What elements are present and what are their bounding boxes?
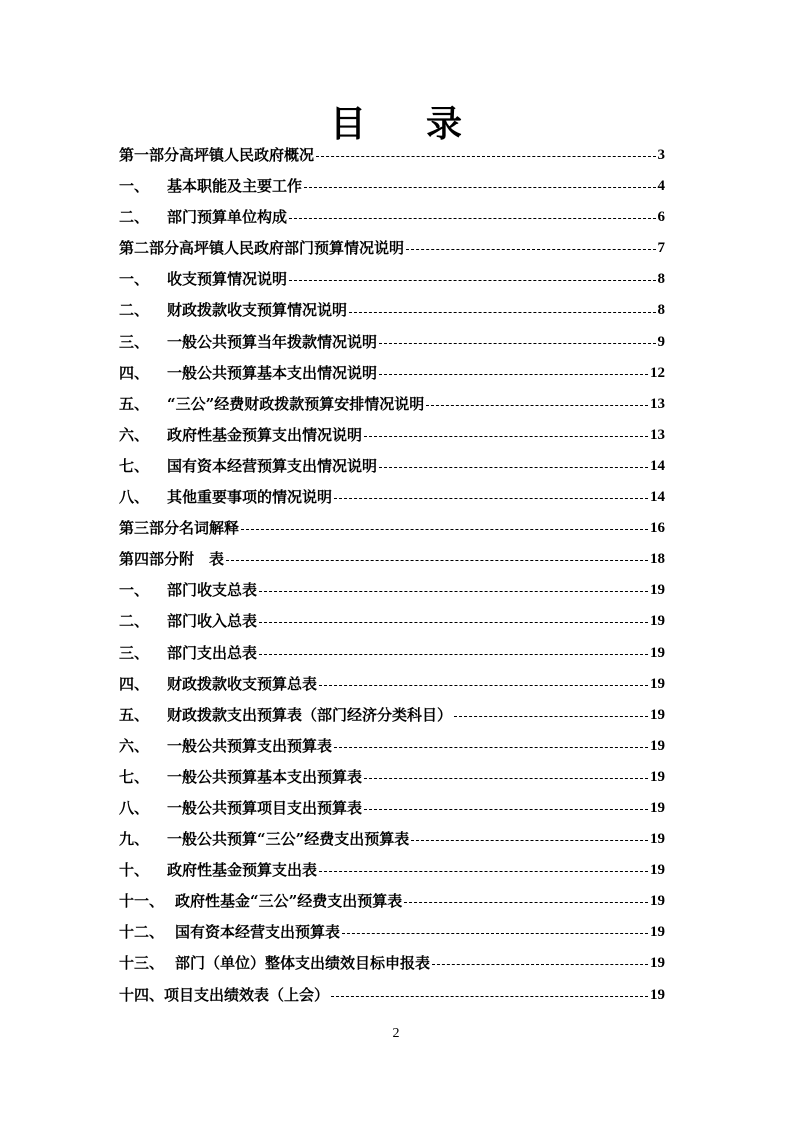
toc-entry-page: 19 bbox=[650, 644, 665, 661]
toc-entry[interactable] bbox=[119, 358, 665, 389]
toc-entry-label: 项目支出绩效表（上会） bbox=[164, 985, 330, 1004]
toc-entry-number: 五、 bbox=[119, 394, 150, 413]
toc-entry-number: 八、 bbox=[119, 798, 150, 817]
toc-entry-page: 7 bbox=[657, 240, 665, 257]
toc-entry-label: 政府性基金预算支出表 bbox=[167, 861, 318, 880]
toc-entry[interactable] bbox=[119, 980, 665, 1011]
toc-entry-label: 国有资本经营支出预算表 bbox=[175, 923, 341, 942]
toc-dash-leader bbox=[404, 902, 648, 903]
toc-entry[interactable] bbox=[119, 669, 665, 700]
toc-entry[interactable] bbox=[119, 793, 665, 824]
toc-entry-number: 十二、 bbox=[119, 923, 165, 942]
toc-entry[interactable] bbox=[119, 948, 665, 979]
toc-entry-number: 三、 bbox=[119, 332, 150, 351]
toc-dash-leader bbox=[259, 591, 648, 592]
toc-entry-number: 七、 bbox=[119, 767, 150, 786]
toc-entry[interactable] bbox=[119, 171, 665, 202]
toc-entry-label: 部门收入总表 bbox=[167, 612, 258, 631]
toc-entry-label: 财政拨款收支预算情况说明 bbox=[167, 301, 348, 320]
toc-entry-number: 一、 bbox=[119, 581, 150, 600]
toc-entry-number: 四、 bbox=[119, 674, 150, 693]
toc-entry-page: 19 bbox=[650, 675, 665, 692]
toc-entry[interactable] bbox=[119, 295, 665, 326]
toc-dash-leader bbox=[331, 996, 648, 997]
toc-entry-number: 九、 bbox=[119, 830, 150, 849]
toc-entry-page: 13 bbox=[650, 426, 665, 443]
toc-dash-leader bbox=[316, 156, 655, 157]
toc-dash-leader bbox=[304, 187, 655, 188]
toc-dash-leader bbox=[432, 964, 648, 965]
toc-dash-leader bbox=[406, 249, 655, 250]
toc-entry-page: 19 bbox=[650, 924, 665, 941]
toc-entry-label: 其他重要事项的情况说明 bbox=[167, 488, 333, 507]
toc-entry-label: 基本职能及主要工作 bbox=[167, 177, 303, 196]
table-of-contents bbox=[119, 140, 665, 1011]
toc-entry-page: 9 bbox=[657, 333, 665, 350]
toc-entry-label: 第一部分高坪镇人民政府概况 bbox=[119, 146, 315, 164]
toc-dash-leader bbox=[411, 840, 648, 841]
toc-entry[interactable] bbox=[119, 420, 665, 451]
toc-entry[interactable] bbox=[119, 638, 665, 669]
toc-entry[interactable] bbox=[119, 327, 665, 358]
toc-entry-number: 一、 bbox=[119, 270, 150, 289]
toc-dash-leader bbox=[319, 685, 648, 686]
toc-entry-label: 政府性基金“三公”经费支出预算表 bbox=[175, 892, 403, 911]
toc-entry-label: 第二部分高坪镇人民政府部门预算情况说明 bbox=[119, 239, 405, 258]
toc-entry-label: 政府性基金预算支出情况说明 bbox=[167, 425, 363, 444]
toc-entry-number: 二、 bbox=[119, 612, 150, 631]
toc-entry-label: 收支预算情况说明 bbox=[167, 270, 288, 289]
toc-entry-label: 财政拨款收支预算总表 bbox=[167, 674, 318, 693]
toc-entry-page: 19 bbox=[650, 986, 665, 1003]
toc-entry[interactable] bbox=[119, 233, 665, 264]
toc-entry-page: 3 bbox=[657, 147, 665, 163]
title-char-2: 录 bbox=[426, 103, 463, 145]
toc-entry[interactable] bbox=[119, 855, 665, 886]
toc-entry-number: 七、 bbox=[119, 456, 150, 475]
toc-entry[interactable] bbox=[119, 513, 665, 544]
toc-dash-leader bbox=[379, 374, 648, 375]
toc-entry-page: 14 bbox=[650, 457, 665, 474]
toc-dash-leader bbox=[379, 343, 655, 344]
toc-entry-number: 三、 bbox=[119, 643, 150, 662]
toc-entry-label: 一般公共预算基本支出情况说明 bbox=[167, 363, 378, 382]
toc-entry[interactable] bbox=[119, 575, 665, 606]
toc-dash-leader bbox=[364, 809, 648, 810]
toc-dash-leader bbox=[259, 654, 648, 655]
page-number: 2 bbox=[392, 1026, 400, 1041]
toc-entry-page: 16 bbox=[650, 520, 665, 537]
toc-entry-page: 8 bbox=[657, 271, 665, 288]
toc-entry[interactable] bbox=[119, 140, 665, 171]
toc-entry-number: 二、 bbox=[119, 301, 150, 320]
toc-entry-page: 14 bbox=[650, 489, 665, 506]
toc-dash-leader bbox=[454, 716, 648, 717]
toc-dash-leader bbox=[379, 467, 648, 468]
toc-dash-leader bbox=[241, 529, 648, 530]
toc-entry-label: “三公”经费财政拨款预算安排情况说明 bbox=[167, 394, 425, 413]
toc-entry-number: 十、 bbox=[119, 861, 150, 880]
toc-entry[interactable] bbox=[119, 824, 665, 855]
toc-entry-number: 八、 bbox=[119, 488, 150, 507]
toc-entry[interactable] bbox=[119, 451, 665, 482]
toc-entry-label: 财政拨款支出预算表（部门经济分类科目） bbox=[167, 705, 453, 724]
toc-dash-leader bbox=[342, 933, 648, 934]
toc-entry-number: 一、 bbox=[119, 177, 150, 196]
toc-entry-page: 19 bbox=[650, 862, 665, 879]
toc-entry-number: 六、 bbox=[119, 736, 150, 755]
toc-entry-page: 6 bbox=[657, 209, 665, 226]
toc-entry[interactable] bbox=[119, 389, 665, 420]
toc-entry-page: 19 bbox=[650, 799, 665, 816]
toc-entry-number: 二、 bbox=[119, 208, 150, 227]
toc-entry[interactable] bbox=[119, 917, 665, 948]
toc-entry-page: 19 bbox=[650, 955, 665, 972]
toc-dash-leader bbox=[334, 747, 648, 748]
toc-entry-page: 19 bbox=[650, 706, 665, 723]
toc-entry-page: 19 bbox=[650, 737, 665, 754]
toc-entry-label: 部门收支总表 bbox=[167, 581, 258, 600]
toc-entry[interactable] bbox=[119, 762, 665, 793]
toc-entry-page: 8 bbox=[657, 302, 665, 319]
toc-entry-label: 一般公共预算当年拨款情况说明 bbox=[167, 332, 378, 351]
toc-dash-leader bbox=[349, 312, 655, 313]
toc-entry[interactable] bbox=[119, 700, 665, 731]
toc-entry-label: 第三部分名词解释 bbox=[119, 519, 240, 538]
toc-entry-label: 一般公共预算支出预算表 bbox=[167, 736, 333, 755]
toc-entry-page: 19 bbox=[650, 893, 665, 910]
toc-dash-leader bbox=[426, 405, 648, 406]
toc-dash-leader bbox=[289, 280, 655, 281]
toc-entry[interactable] bbox=[119, 886, 665, 917]
toc-entry-page: 12 bbox=[650, 364, 665, 381]
toc-dash-leader bbox=[259, 622, 648, 623]
toc-entry-page: 13 bbox=[650, 395, 665, 412]
title-char-1: 目 bbox=[329, 103, 366, 145]
toc-entry-label: 一般公共预算基本支出预算表 bbox=[167, 767, 363, 786]
toc-entry-page: 19 bbox=[650, 831, 665, 848]
toc-entry-page: 18 bbox=[650, 551, 665, 568]
toc-dash-leader bbox=[364, 778, 648, 779]
toc-dash-leader bbox=[334, 498, 648, 499]
toc-dash-leader bbox=[364, 436, 648, 437]
toc-dash-leader bbox=[289, 218, 655, 219]
toc-entry-label: 一般公共预算“三公”经费支出预算表 bbox=[167, 830, 410, 849]
toc-entry[interactable] bbox=[119, 482, 665, 513]
toc-entry[interactable] bbox=[119, 606, 665, 637]
toc-entry-label: 部门支出总表 bbox=[167, 643, 258, 662]
toc-entry[interactable] bbox=[119, 202, 665, 233]
toc-entry-number: 十一、 bbox=[119, 892, 165, 911]
toc-dash-leader bbox=[319, 871, 648, 872]
toc-entry-page: 19 bbox=[650, 582, 665, 599]
toc-entry-number: 六、 bbox=[119, 425, 150, 444]
toc-entry-number: 十四、 bbox=[119, 985, 165, 1004]
toc-entry-label: 部门预算单位构成 bbox=[167, 208, 288, 227]
toc-entry-label: 国有资本经营预算支出情况说明 bbox=[167, 456, 378, 475]
toc-entry-number: 十三、 bbox=[119, 954, 165, 973]
toc-entry-number: 五、 bbox=[119, 705, 150, 724]
toc-entry[interactable] bbox=[119, 731, 665, 762]
toc-entry-page: 19 bbox=[650, 613, 665, 630]
toc-entry-page: 19 bbox=[650, 768, 665, 785]
toc-entry-number: 四、 bbox=[119, 363, 150, 382]
toc-entry[interactable] bbox=[119, 544, 665, 575]
toc-entry-label: 部门（单位）整体支出绩效目标申报表 bbox=[175, 954, 431, 973]
toc-dash-leader bbox=[226, 560, 648, 561]
toc-entry[interactable] bbox=[119, 264, 665, 295]
toc-entry-label: 一般公共预算项目支出预算表 bbox=[167, 798, 363, 817]
toc-entry-page: 4 bbox=[657, 178, 665, 195]
toc-entry-label: 第四部分附 表 bbox=[119, 550, 225, 569]
